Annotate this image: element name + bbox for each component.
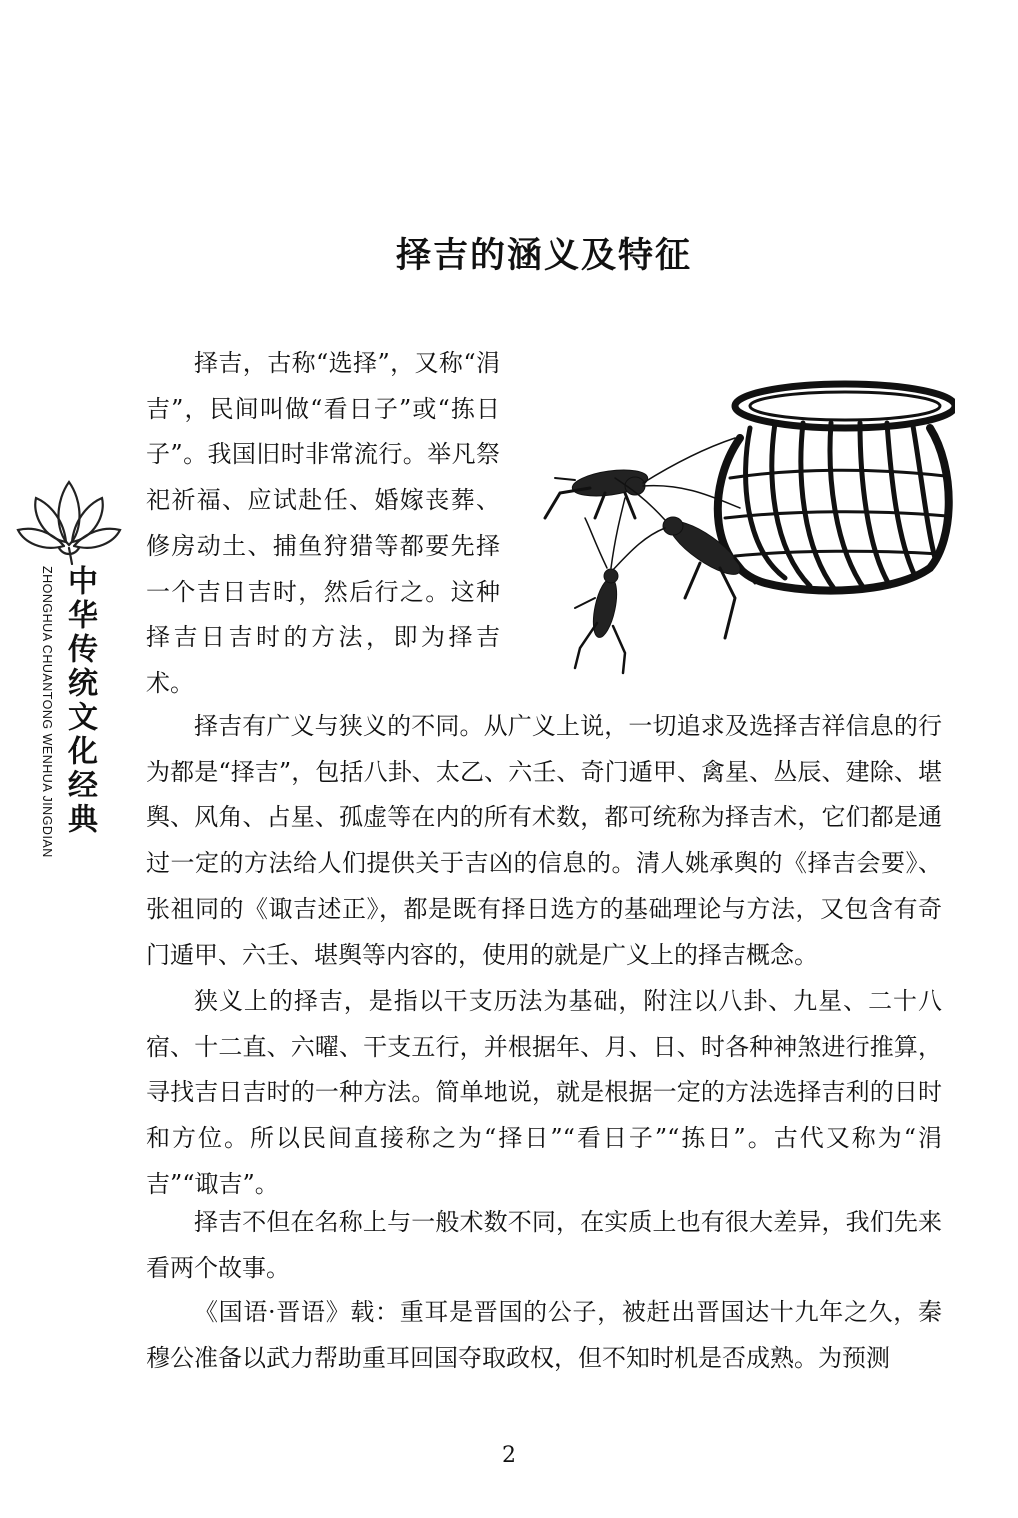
paragraph-story: 《国语·晋语》载：重耳是晋国的公子，被赶出晋国达十九年之久，秦穆公准备以武力帮助重耳回国夺取政权，但不知时机是否成熟。为预测 xyxy=(146,1298,942,1372)
paragraph-broad-sense: 择吉有广义与狭义的不同。从广义上说，一切追求及选择吉祥信息的行为都是“择吉”，包括八卦、太乙、六壬、奇门遁甲、禽星、丛辰、建除、堪舆、风角、占星、孤虚等在内的所有术数，都可统称为择吉术，它们都是通过一定的方法给人们提供关于吉凶的信息的。清人姚承舆的《择吉会要》、张祖同的《诹吉述正》，都是既有择日选方的基础理论与方法，又包含有奇门遁甲、六壬、堪舆等内容的，使用的就是广义上的择吉概念。 xyxy=(146,712,942,969)
lotus-icon xyxy=(14,470,124,565)
page-number: 2 xyxy=(502,1443,516,1468)
paragraph-difference: 择吉不但在名称上与一般术数不同，在实质上也有很大差异，我们先来看两个故事。 xyxy=(146,1208,942,1282)
paragraph-intro: 择吉，古称“选择”，又称“涓吉”，民间叫做“看日子”或“拣日子”。我国旧时非常流行。举凡祭祀祈福、应试赴任、婚嫁丧葬、修房动土、捕鱼狩猎等都要先择一个吉日吉时，然后行之。这种择吉日吉时的方法，即为择吉术。 xyxy=(146,349,500,697)
paragraph-narrow-sense: 狭义上的择吉，是指以干支历法为基础，附注以八卦、九星、二十八宿、十二直、六曜、干支五行，并根据年、月、日、时各种神煞进行推算，寻找吉日吉时的一种方法。简单地说，就是根据一定的方法选择吉利的日时和方位。所以民间直接称之为“择日”“看日子”“拣日”。古代又称为“涓吉”“诹吉”。 xyxy=(146,987,942,1198)
page-title: 择吉的涵义及特征 xyxy=(395,236,692,276)
series-title-pinyin: ZHONGHUA CHUANTONG WENHUA JINGDIAN xyxy=(40,566,54,858)
basket-crickets-illustration xyxy=(535,368,955,678)
series-title-chinese: 中华传统文化经典 xyxy=(62,565,97,837)
